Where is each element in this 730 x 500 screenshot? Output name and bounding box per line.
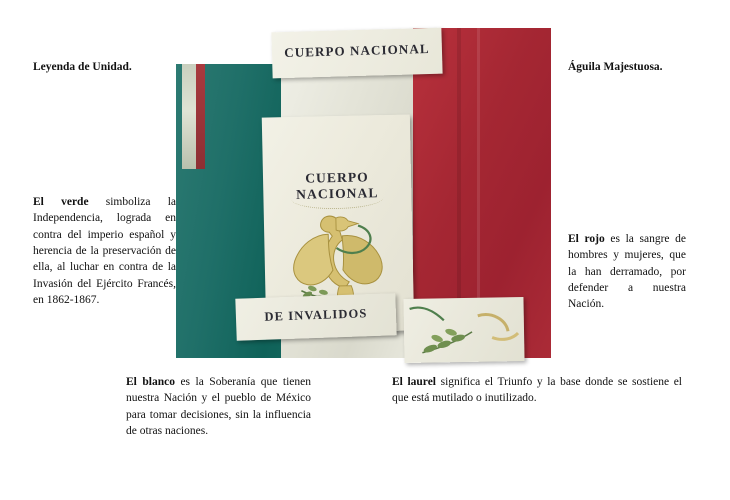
laurel-description: [392, 374, 682, 407]
red-description-body: es la sangre de hombres y mujeres, que la han derramado, por defender a nuestra Nación.: [568, 233, 687, 311]
laurel-description-label: El laurel: [392, 376, 437, 388]
flag-white-stripe-edge: [182, 64, 196, 169]
white-description-label: El blanco: [126, 376, 175, 388]
white-description: [126, 374, 311, 439]
card-laurel-detail: [403, 297, 524, 363]
flag-photo-collage: [176, 28, 551, 358]
red-description-label: El rojo: [568, 233, 605, 245]
card-main-title: CUERPO NACIONAL: [296, 169, 379, 202]
card-top-label: CUERPO NACIONAL: [284, 40, 430, 61]
red-description: [568, 231, 686, 313]
green-description-body: simboliza la Independencia, lograda en contra del imperio español y herencia de la preservación de ella, al luchar en contra de la Invasión del Ejército Francés, en 1862-1867.: [33, 196, 176, 306]
flag-red-stripe-edge: [196, 64, 205, 169]
green-description-label: El verde: [33, 196, 89, 208]
card-bottom-de-invalidos: [235, 293, 396, 341]
eagle-title: Águila Majestuosa.: [568, 61, 663, 73]
laurel-description-body: significa el Triunfo y la base donde se sostiene el que está mutilado o inutilizado.: [392, 376, 682, 405]
laurel-detail-illustration: [403, 297, 524, 363]
legend-title: Leyenda de Unidad.: [33, 61, 132, 73]
card-top-cuerpo-nacional: [271, 28, 442, 79]
card-bottom-label: DE INVALIDOS: [264, 306, 368, 324]
white-description-body: es la Soberanía que tienen nuestra Nación y el pueblo de México para tomar decisiones, sin la influencia de otras naciones.: [126, 376, 311, 437]
green-description: [33, 194, 176, 308]
